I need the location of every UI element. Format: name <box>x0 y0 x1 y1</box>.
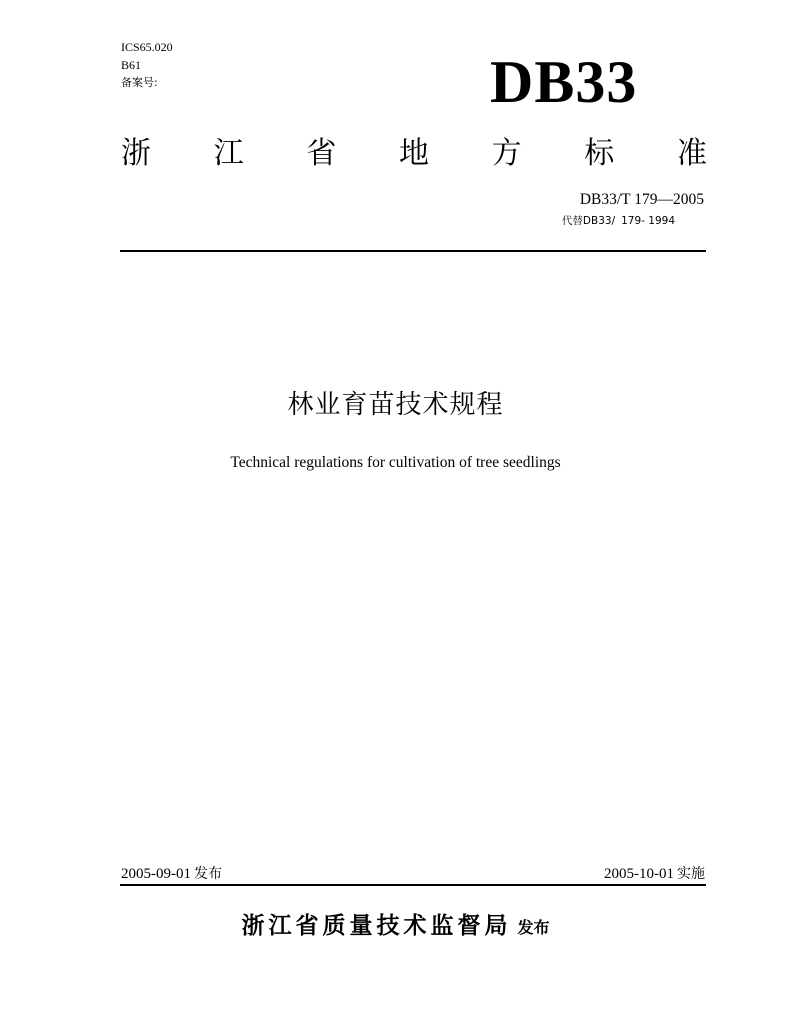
issue-date-value: 2005-09-01 <box>121 866 191 882</box>
db-logo: DB33 <box>490 49 638 115</box>
implementation-date-label: 实施 <box>677 866 705 882</box>
standard-type-char: 准 <box>676 136 707 171</box>
standard-number: DB33/T 179—2005 <box>579 191 704 208</box>
standard-type-char: 浙 <box>121 136 151 171</box>
document-title-en: Technical regulations for cultivation of tree seedlings <box>230 454 561 471</box>
publisher-name: 浙江省质量技术监督局 <box>241 913 512 939</box>
publisher-action: 发布 <box>517 918 550 937</box>
document-title-cn: 林业育苗技术规程 <box>287 390 504 420</box>
standard-type-char: 地 <box>398 136 429 171</box>
implementation-date <box>604 865 705 883</box>
classification-code: B61 <box>121 58 142 72</box>
standard-type-char: 标 <box>584 136 615 171</box>
bottom-divider <box>120 884 706 886</box>
record-number-label: 备案号: <box>121 76 158 89</box>
issue-date-label: 发布 <box>194 866 222 882</box>
replaces-prefix: 代替DB33/ <box>561 215 616 227</box>
replaces-number: 179- 1994 <box>621 215 675 227</box>
standard-type-char: 方 <box>491 136 522 171</box>
standard-type-char: 省 <box>306 136 337 171</box>
implementation-date-value: 2005-10-01 <box>604 866 674 882</box>
replaces-standard <box>562 214 675 228</box>
top-divider <box>120 250 706 252</box>
standard-type-title <box>121 134 707 174</box>
publisher <box>0 906 791 948</box>
ics-code: ICS65.020 <box>121 40 173 54</box>
issue-date <box>121 865 222 883</box>
standard-type-char: 江 <box>213 136 244 171</box>
